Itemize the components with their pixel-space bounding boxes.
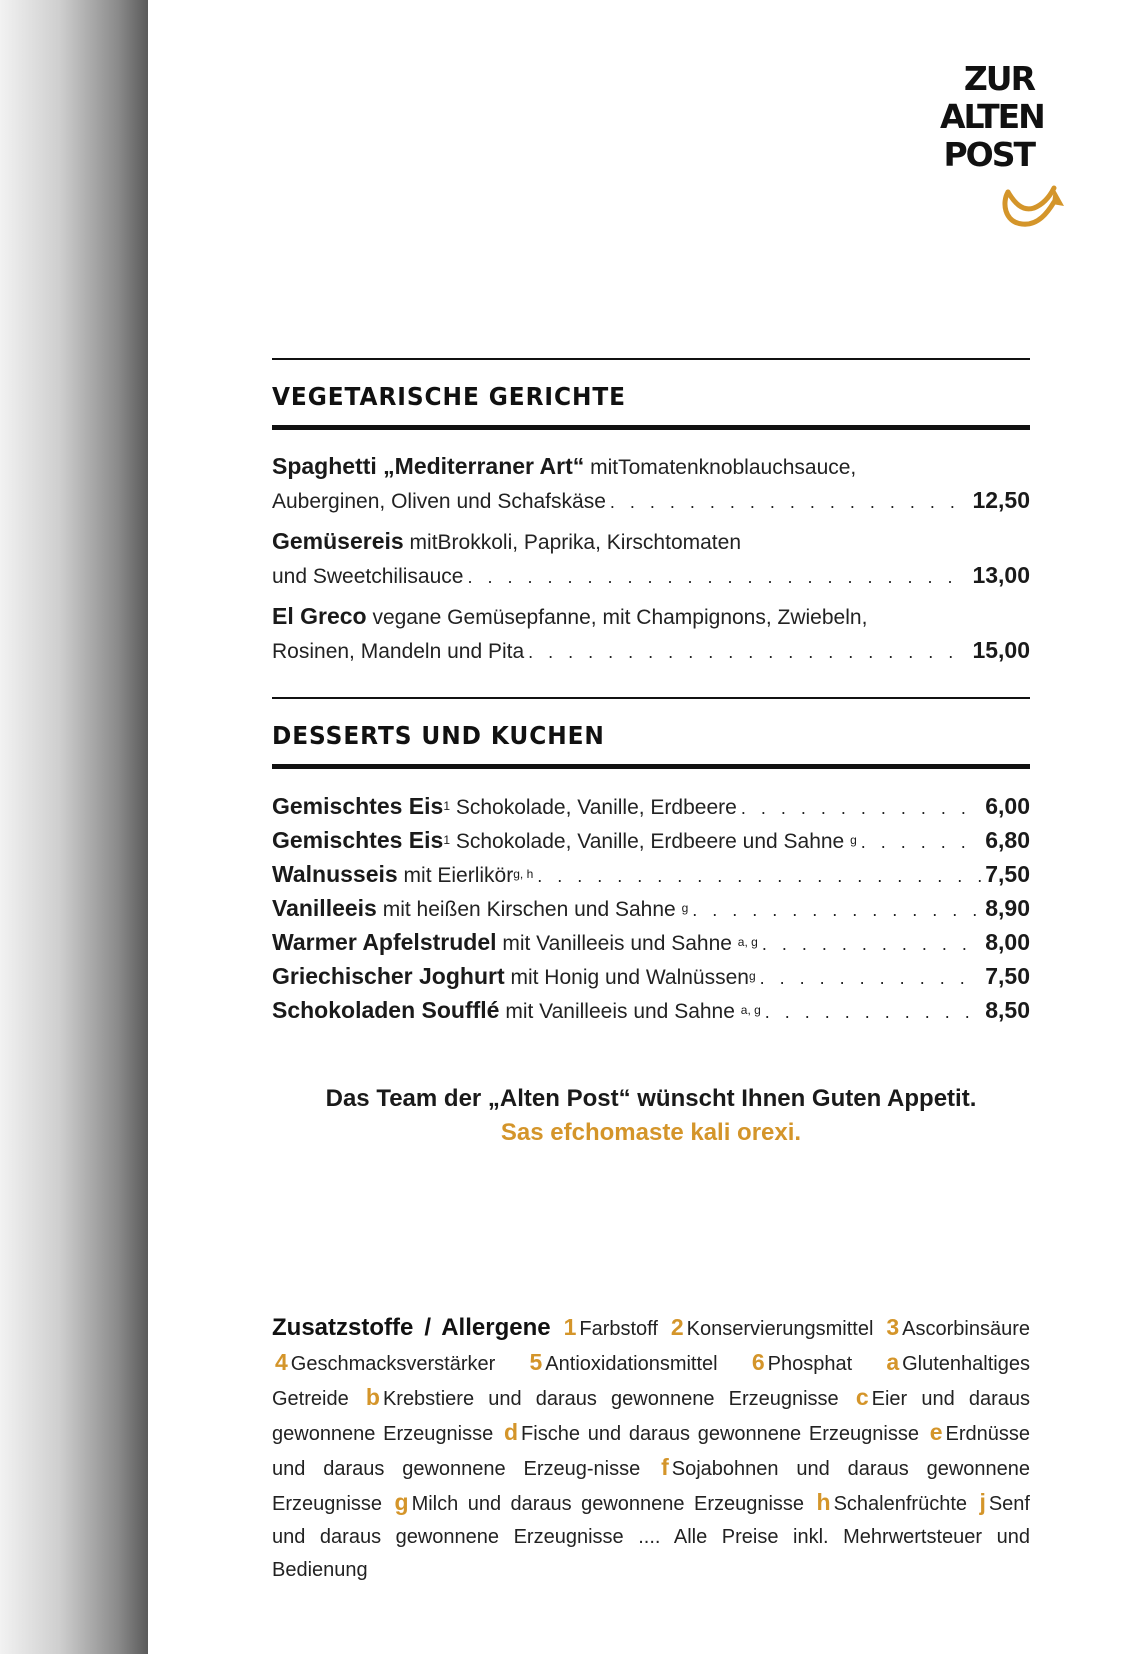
- dish-description: Auberginen, Oliven und Schafskäse: [272, 490, 606, 513]
- dish-price: 8,50: [985, 997, 1030, 1023]
- desserts-section: [272, 697, 1030, 1027]
- allergen-note: a, g: [737, 935, 758, 949]
- allergen-code: a: [886, 1349, 900, 1375]
- allergen-code: 1: [563, 1314, 577, 1340]
- dish-description: Rosinen, Mandeln und Pita: [272, 640, 525, 663]
- section-top-rule: [272, 358, 1030, 360]
- allergen-text: Geschmacksverstärker: [290, 1353, 496, 1375]
- dot-leader: [537, 859, 981, 891]
- menu-item: [272, 525, 1030, 594]
- dish-name: Gemischtes Eis: [272, 827, 444, 853]
- dish-price: 6,80: [985, 827, 1030, 853]
- dot-leader: [467, 561, 968, 594]
- dish-price: 8,00: [985, 929, 1030, 955]
- dot-leader: [760, 961, 982, 993]
- price-note: .... Alle Preise inkl. Mehrwertsteuer und Bedienung: [272, 1526, 1030, 1581]
- allergen-code: 5: [529, 1349, 543, 1375]
- dish-name: Spaghetti „Mediterraner Art“: [272, 453, 585, 479]
- allergen-code: 6: [751, 1349, 765, 1375]
- dish-description: mit Honig und Walnüssen: [510, 966, 749, 989]
- allergen-text: Antioxidationsmittel: [545, 1353, 718, 1375]
- dish-price: 6,00: [985, 793, 1030, 819]
- menu-item: [272, 891, 1030, 925]
- section-top-rule: [272, 697, 1030, 699]
- dish-name: Vanilleeis: [272, 895, 377, 921]
- additive-note: 1: [443, 833, 450, 847]
- allergen-note: g: [850, 833, 857, 847]
- section-title: DESSERTS UND KUCHEN: [272, 721, 605, 750]
- logo-wordmark: [940, 59, 1044, 174]
- dish-description: und Sweetchilisauce: [272, 565, 464, 588]
- allergen-code: d: [503, 1419, 519, 1445]
- menu-item: [272, 857, 1030, 891]
- closing-greek: Sas efchomaste kali orexi.: [500, 1119, 802, 1146]
- section-title-rule: [272, 425, 1030, 430]
- allergen-code: e: [929, 1419, 943, 1445]
- section-title: VEGETARISCHE GERICHTE: [272, 382, 627, 411]
- allergen-note: g: [681, 901, 689, 915]
- dish-description: mit Eierlikör: [403, 864, 514, 887]
- menu-item: [272, 993, 1030, 1027]
- allergen-code: j: [979, 1489, 986, 1515]
- dish-description: mit Vanilleeis und Sahne: [505, 1000, 735, 1023]
- allergen-text: Fische und daraus gewonnene Erzeugnisse: [521, 1423, 919, 1445]
- dish-name: Schokoladen Soufflé: [272, 997, 500, 1023]
- menu-list: [272, 450, 1030, 669]
- dish-price: 7,50: [985, 963, 1030, 989]
- allergen-text: Senf und daraus gewonnene Erzeugnisse: [272, 1493, 1030, 1548]
- dish-description: mit Vanilleeis und Sahne: [502, 932, 732, 955]
- dot-leader: [765, 995, 981, 1027]
- closing-message: [272, 1082, 1030, 1150]
- logo-line: POST: [943, 135, 1034, 174]
- dish-name: Warmer Apfelstrudel: [272, 929, 497, 955]
- dish-name: El Greco: [272, 603, 367, 629]
- allergen-code: 4: [275, 1349, 288, 1375]
- allergen-text: Phosphat: [767, 1353, 853, 1375]
- logo-line: ZUR: [963, 59, 1034, 98]
- dish-description: mitTomatenknoblauchsauce,: [590, 456, 857, 479]
- side-gradient-bar: [0, 0, 148, 1654]
- dish-price: 15,00: [972, 637, 1030, 663]
- dish-description: Schokolade, Vanille, Erdbeere und Sahne: [455, 830, 845, 853]
- allergen-text: Farbstoff: [579, 1318, 658, 1340]
- allergen-code: b: [365, 1384, 380, 1410]
- allergen-text: Glutenhaltiges Getreide: [272, 1353, 1030, 1410]
- dish-name: Griechischer Joghurt: [272, 963, 505, 989]
- menu-item: [272, 925, 1030, 959]
- menu-item: [272, 450, 1030, 519]
- allergen-text: Milch und daraus gewonnene Erzeugnisse: [411, 1493, 805, 1515]
- menu-item: [272, 959, 1030, 993]
- dish-price: 13,00: [972, 562, 1030, 588]
- allergen-note: g, h: [513, 867, 534, 881]
- allergen-text: Schalenfrüchte: [833, 1493, 967, 1515]
- allergen-code: c: [855, 1384, 869, 1410]
- menu-item: [272, 789, 1030, 823]
- allergen-code: h: [816, 1489, 831, 1515]
- allergen-text: Erdnüsse und daraus gewonnene Erzeug-nisse: [272, 1423, 1030, 1480]
- allergen-note: g: [748, 969, 756, 983]
- dish-price: 8,90: [985, 895, 1030, 921]
- dot-leader: [741, 791, 981, 823]
- menu-item: [272, 823, 1030, 857]
- restaurant-logo: [940, 60, 1070, 174]
- dot-leader: [692, 893, 981, 925]
- dot-leader: [762, 927, 981, 959]
- allergen-text: Eier und daraus gewonnene Erzeugnisse: [272, 1388, 1031, 1445]
- allergen-heading: Zusatzstoffe / Allergene: [272, 1314, 551, 1341]
- menu-item: [272, 600, 1030, 669]
- closing-german: Das Team der „Alten Post“ wünscht Ihnen Guten Appetit.: [325, 1085, 977, 1112]
- dot-leader: [861, 825, 981, 857]
- menu-list: [272, 789, 1030, 1027]
- allergen-text: Ascorbinsäure: [902, 1318, 1031, 1340]
- allergen-text: Konservierungsmittel: [686, 1318, 874, 1340]
- dish-description: vegane Gemüsepfanne, mit Champignons, Zwiebeln,: [372, 606, 868, 629]
- dish-name: Gemüsereis: [272, 528, 404, 554]
- allergen-text: Sojabohnen und daraus gewonnene Erzeugnisse: [272, 1458, 1031, 1515]
- dish-description: mitBrokkoli, Paprika, Kirschtomaten: [409, 531, 741, 554]
- section-title-rule: [272, 764, 1030, 769]
- dot-leader: [528, 636, 968, 669]
- dish-name: Walnusseis: [272, 861, 398, 887]
- allergen-legend: [272, 1311, 1030, 1587]
- dot-leader: [610, 486, 969, 519]
- dish-price: 12,50: [972, 487, 1030, 513]
- allergen-code: g: [394, 1489, 409, 1515]
- dish-description: mit heißen Kirschen und Sahne: [382, 898, 676, 921]
- vegetarian-section: [272, 358, 1030, 675]
- logo-line: ALTEN: [940, 97, 1044, 136]
- dish-description: Schokolade, Vanille, Erdbeere: [455, 796, 737, 819]
- allergen-code: 2: [670, 1314, 684, 1340]
- allergen-note: a, g: [740, 1003, 761, 1017]
- dish-price: 7,50: [985, 861, 1030, 887]
- dish-name: Gemischtes Eis: [272, 793, 444, 819]
- post-horn-icon: [1000, 182, 1066, 232]
- allergen-code: 3: [886, 1314, 900, 1340]
- allergen-text: Krebstiere und daraus gewonnene Erzeugnisse: [382, 1388, 839, 1410]
- allergen-code: f: [661, 1454, 669, 1480]
- additive-note: 1: [443, 799, 450, 813]
